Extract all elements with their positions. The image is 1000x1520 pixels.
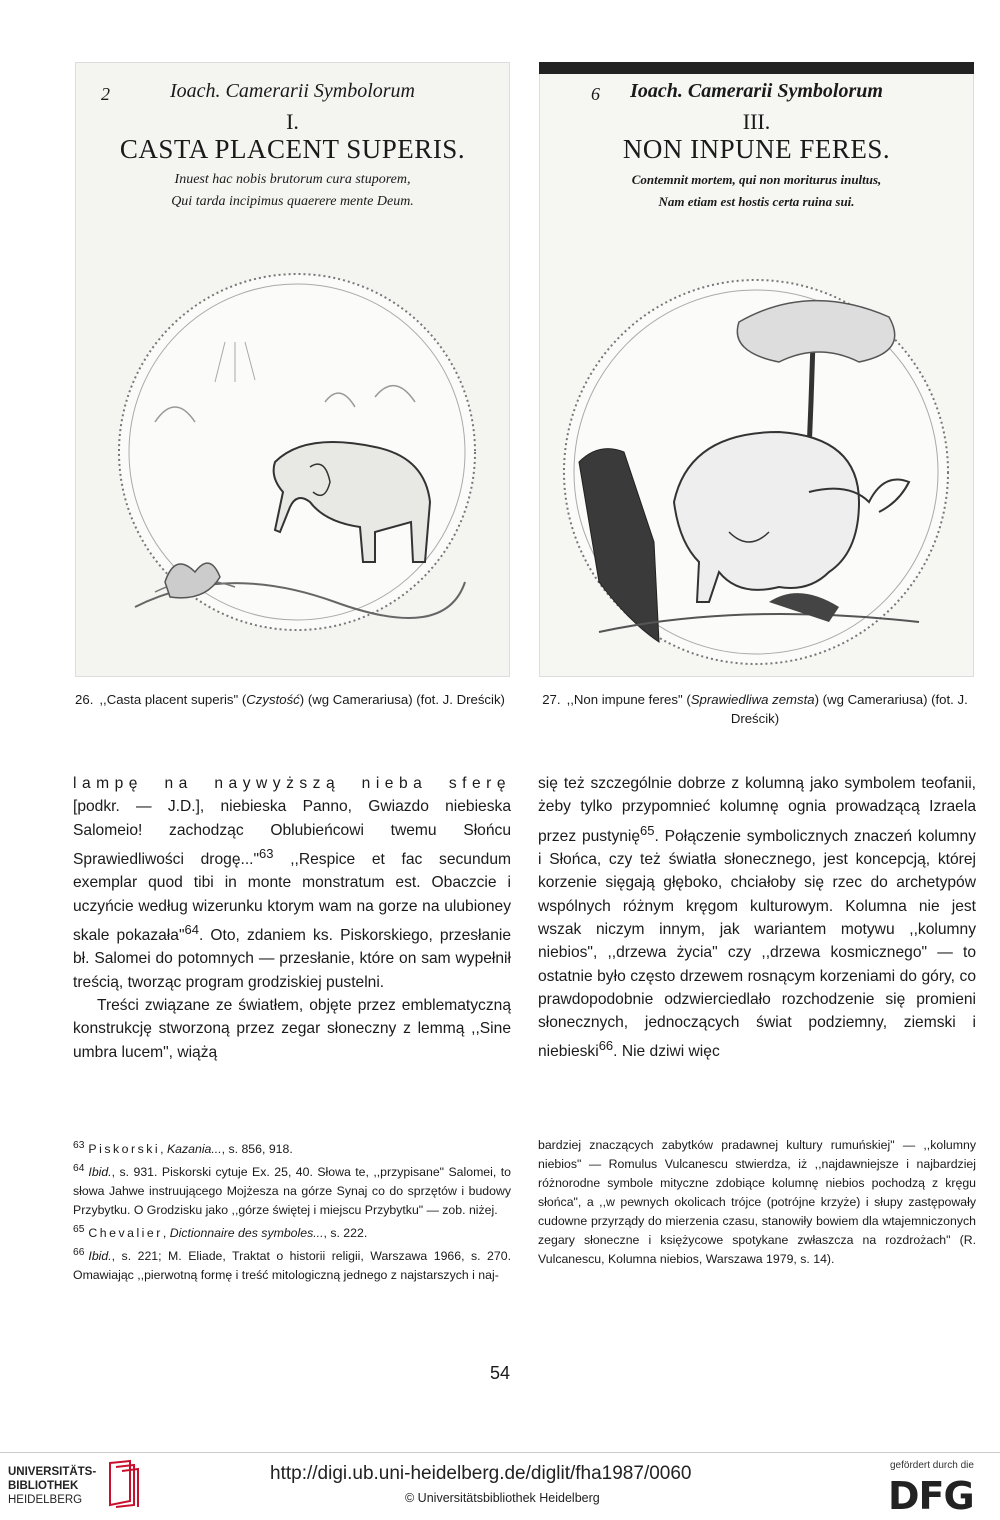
footnote-number: 63 [73,1140,85,1151]
footer-bar [0,1452,1000,1520]
footnote-continuation: bardziej znaczących zabytków pradawnej kultury rumuńskiej" — ,,kolumny niebios" — Romulus Vulcanescu stwierdza, iż ,,najdawniejsze i najbardziej różnorodne symbole mityczne zdobiące kolumnę niebios pochodzą z kręgu słońca", a ,,w pewnych okolicach trójce (potrójne krzyże) i słupy zastępowały cudowne przyrządy do mierzenia czasu, stanowiły bowiem dla wtajemniczonych zegary słoneczne i księżycowe spotykane zwłaszcza na rozdrożach" (R. Vulcanescu, Kolumna niebios, Warszawa 1979, s. 14). [538,1138,976,1266]
funding-note: gefördert durch die [890,1460,974,1471]
caption-title: Czystość [246,692,300,707]
document-url-link[interactable]: http://digi.ub.uni-heidelberg.de/diglit/fha1987/0060 [270,1463,692,1484]
library-name-line: HEIDELBERG [8,1494,83,1506]
figure-26-plate [75,62,510,677]
plate-header: Ioach. Camerarii Symbolorum [630,80,883,102]
footnote-title: Ibid. [88,1249,112,1264]
caption-number: 26. [75,692,94,707]
emphasized-text: lampę na naywyższą nieba sferę [73,775,511,792]
footnote-number: 66 [73,1247,85,1259]
dfg-logo-icon[interactable]: DFG [888,1474,974,1518]
footnote-title: Kazania... [166,1142,222,1157]
footnote-text: , s. 856, 918. [221,1142,293,1157]
medallion-elephant-tree-image [539,62,974,677]
body-text: . Nie dziwi więc [613,1043,720,1061]
body-text: [podkr. — J.D.], niebieska Panno, Gwiazdo niebieska Salomeio! zachodząc Oblubieńcowi twemu Słońcu Sprawiedliwości drogę..." [73,798,511,869]
library-name [8,1465,96,1507]
footnote-title: Ibid. [88,1165,112,1180]
footnote [73,1220,511,1243]
footnote-number: 65 [73,1224,85,1236]
page-number: 54 [489,1363,511,1383]
footnote-text: , s. 221; M. Eliade, Traktat o historii religii, Warszawa 1966, s. 270. Omawiając ,,pierwotną formę i treść mitologiczną jednego z najstarszych i naj- [73,1249,511,1283]
body-column-left [73,772,511,1064]
plate-verse-1: Contemnit mortem, qui non moriturus inultus, [631,172,882,187]
caption-rest: (wg Camerariusa) (fot. J. Dreścik) [730,692,968,726]
plate-verse-2: Nam etiam est hostis certa ruina sui. [658,194,855,209]
footnote-number: 64 [73,1163,85,1175]
figure-27-plate [539,62,974,677]
body-text: . Połączenie symbolicznych znaczeń kolumny i Słońca, czy też światła słonecznego, jest koncepcją, której korzenie sięgają głęboko, chciałoby się rzec do archetypów wspólnych różnym kręgom kulturowym. Kolumna nie jest wszak niczym innym, jak wariantem motywu ,,kolumny niebios", ,,drzewa życia" czy ,,drzewa kosmicznego" — to ostatnie było często drzewem rosnącym korzeniami do góry, co prawdopodobnie odzwierciedlało rozchodzenie się promieni słonecznych, jednoczących świat podziemny, ziemski i niebieski [538,827,976,1061]
caption-title: Sprawiedliwa zemsta [690,692,815,707]
caption-quote: ,,Non impune feres" [566,692,683,707]
plate-roman-numeral: III. [742,109,771,134]
footnotes-right [538,1136,976,1269]
body-paragraph: Treści związane ze światłem, objęte przez emblematyczną konstrukcję stworzoną przez zegar słoneczny z lemmą ,,Sine umbra lucem", wiążą [73,997,511,1061]
footnote-ref: 64 [184,921,199,937]
body-paragraph [538,772,976,1064]
medallion-elephant-image [75,62,510,677]
plate-verse-1: Inuest hac nobis brutorum cura stuporem, [174,172,411,187]
caption-number: 27. [542,692,561,707]
footnote-ref: 66 [598,1038,614,1054]
caption-quote: ,,Casta placent superis" [99,692,239,707]
footnote-author: Chevalier [88,1226,163,1241]
footnotes-left [73,1136,511,1285]
footnote [73,1243,511,1285]
plate-verse-2: Qui tarda incipimus quaerere mente Deum. [171,194,414,209]
footnote-sep: , [162,1226,167,1241]
body-paragraph [73,772,511,994]
footnote-ref: 63 [259,845,274,861]
plate-motto: NON INPUNE FERES. [622,134,891,164]
footnote-text: , s. 931. Piskorski cytuje Ex. 25, 40. Słowa te, ,,przypisane" Salomei, to słowa Jahwe instruującego Mojżesza na górze Synaj co do sprzętów i budowy Przybytku. O Grodzisku jako ,,górze świętej i miejscu Przybytku" — zob. niżej. [73,1165,511,1218]
footnote-sep: , [160,1142,164,1157]
footnote-title: Dictionnaire des symboles... [169,1226,324,1241]
body-text: się też szczególnie dobrze z kolumną jako symbolem teofanii, żeby tylko przypomnieć kolumnę ognia prowadzącą Izraela przez pustynię [538,775,976,845]
library-name-line: BIBLIOTHEK [8,1480,79,1492]
plate-motto: CASTA PLACENT SUPERIS. [119,134,466,164]
footnote [73,1159,511,1220]
body-column-right [538,772,976,1064]
footnote-text: , s. 222. [323,1226,368,1241]
figure-27-caption: 27. ,,Non impune feres" (Sprawiedliwa zemsta) (wg Camerariusa) (fot. J. Dreścik) [542,692,968,726]
caption-rest: (wg Camerariusa) (fot. J. Dreścik) [307,692,505,707]
copyright-notice: © Universitätsbibliothek Heidelberg [405,1491,600,1505]
body-text: . Oto, zdaniem ks. Piskorskiego, przesłanie bł. Salomei do potomnych — przesłanie, które on sam wypełnił treścią, tworząc program grodziskiej pustelni. [73,927,511,991]
plate-roman-numeral: I. [286,109,299,134]
plate-page-number: 2 [101,84,110,104]
footnote-ref: 65 [640,822,655,838]
figure-26-caption: 26. ,,Casta placent superis" (Czystość) (wg Camerariusa) (fot. J. Dreścik) [75,692,505,707]
plate-header: Ioach. Camerarii Symbolorum [170,80,415,102]
library-name-line: UNIVERSITÄTS- [8,1466,97,1478]
body-text: ,,Respice et fac secundum exemplar quod tibi in monte monstratum est. Obaczcie i uczyńcie według wizerunku ktorym wam na gorze na ulubioney skale pokazała" [73,851,511,945]
university-library-logo-icon[interactable] [104,1457,140,1509]
footnote [73,1136,511,1159]
plate-page-number: 6 [591,84,600,104]
footnote-author: Piskorski [88,1142,161,1157]
